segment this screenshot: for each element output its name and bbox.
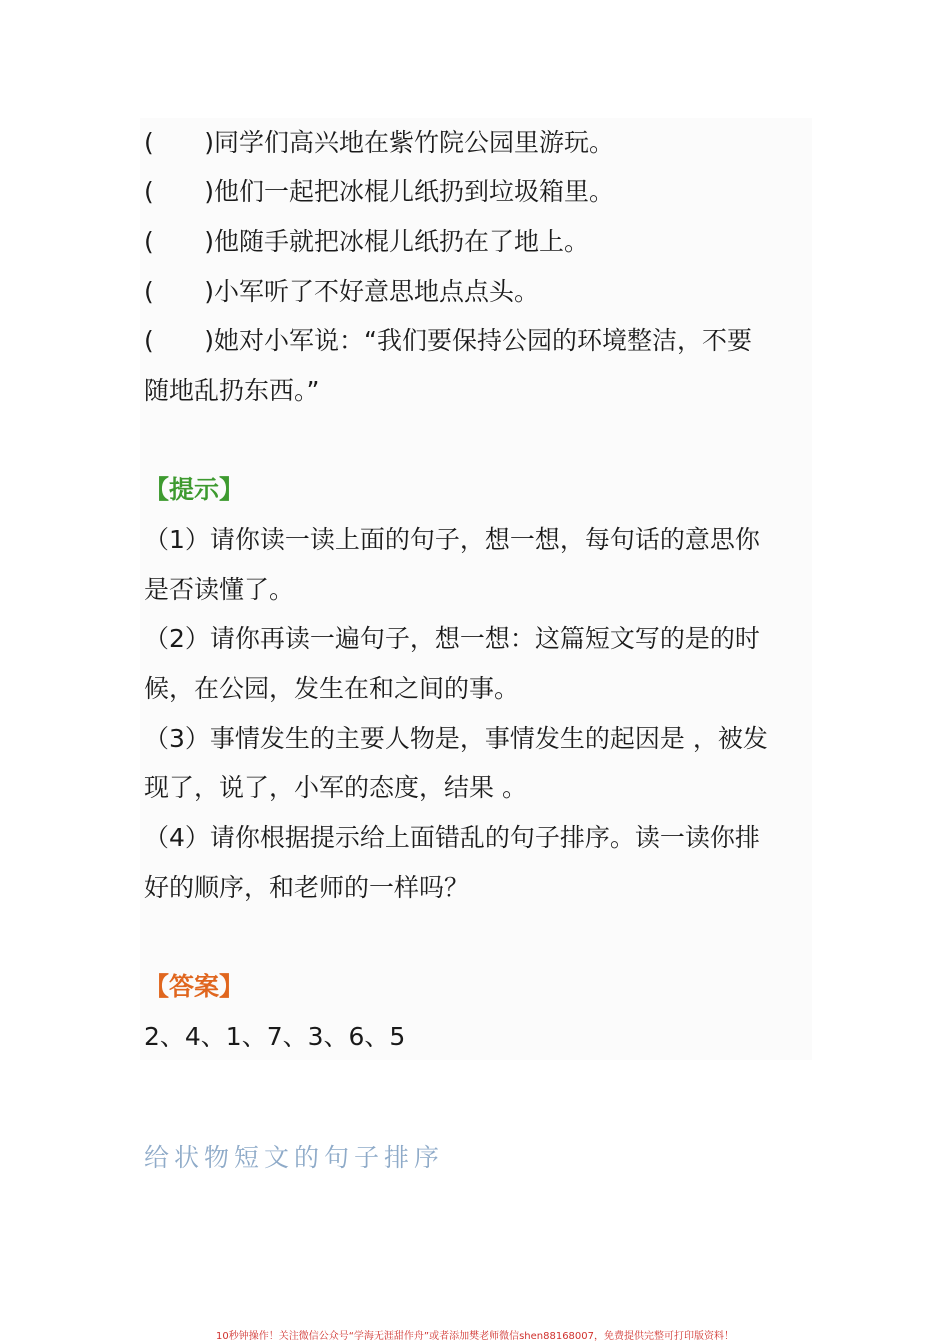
tips-heading: 【提示】 bbox=[144, 475, 245, 504]
sentence-item bbox=[144, 225, 589, 259]
tip-line: 是否读懂了。 bbox=[144, 575, 295, 604]
answer-blank[interactable]: ( ) bbox=[144, 326, 214, 355]
sentence-item bbox=[144, 324, 752, 358]
sentence-text: 他们一起把冰棍儿纸扔到垃圾箱里。 bbox=[214, 177, 615, 206]
sentence-item bbox=[144, 175, 614, 209]
tip-line: （1）请你读一读上面的句子，想一想，每句话的意思你 bbox=[144, 525, 760, 554]
sentence-text: 他随手就把冰棍儿纸扔在了地上。 bbox=[214, 227, 590, 256]
sentence-text: 小军听了不好意思地点点头。 bbox=[214, 277, 540, 306]
sentence-item bbox=[144, 275, 539, 309]
answer-blank[interactable]: ( ) bbox=[144, 128, 214, 157]
sentence-continuation: 随地乱扔东西。” bbox=[144, 376, 320, 405]
answer-blank[interactable]: ( ) bbox=[144, 227, 214, 256]
next-section-title: 给状物短文的句子排序 bbox=[144, 1143, 445, 1172]
sentence-text: 她对小军说：“我们要保持公园的环境整洁，不要 bbox=[214, 326, 752, 355]
tip-line: 现了，说了，小军的态度，结果 。 bbox=[144, 773, 527, 802]
answer-blank[interactable]: ( ) bbox=[144, 177, 214, 206]
sentence-item bbox=[144, 126, 614, 160]
answer-text: 2、4、1、7、3、6、5 bbox=[144, 1022, 406, 1051]
tip-line: 候，在公园，发生在和之间的事。 bbox=[144, 674, 520, 703]
tip-line: （3）事情发生的主要人物是，事情发生的起因是 ，被发 bbox=[144, 724, 768, 753]
answer-blank[interactable]: ( ) bbox=[144, 277, 214, 306]
tip-line: （2）请你再读一遍句子，想一想：这篇短文写的是的时 bbox=[144, 624, 760, 653]
tip-line: （4）请你根据提示给上面错乱的句子排序。读一读你排 bbox=[144, 823, 760, 852]
footer-notice: 10秒钟操作！关注微信公众号“学海无涯甜作舟”或者添加樊老师微信shen88168007，免费提供完整可打印版资料！ bbox=[215, 1331, 735, 1342]
tip-line: 好的顺序，和老师的一样吗？ bbox=[144, 873, 470, 902]
answer-heading: 【答案】 bbox=[144, 972, 245, 1001]
sentence-text: 同学们高兴地在紫竹院公园里游玩。 bbox=[214, 128, 615, 157]
